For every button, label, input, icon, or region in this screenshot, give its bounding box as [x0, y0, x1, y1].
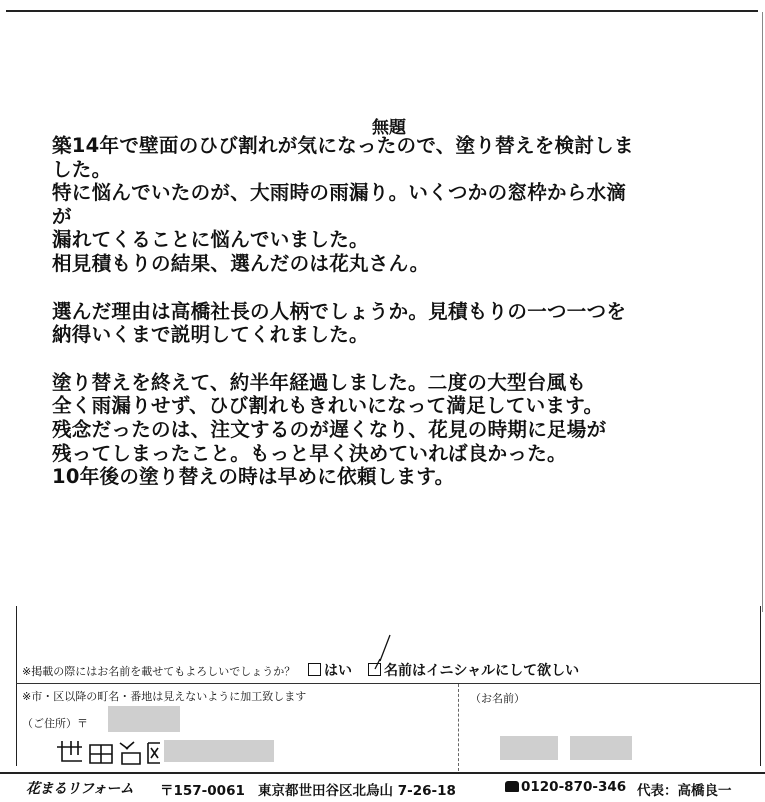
right-edge-rule — [762, 12, 763, 612]
phone-text: 0120-870-346 — [521, 779, 627, 795]
name-label: （お名前） — [470, 692, 525, 705]
text-line: した。 — [52, 157, 112, 181]
option-initials-label: 名前はイニシャルにして欲しい — [384, 663, 580, 679]
brand-logo: 花まるリフォーム — [26, 781, 134, 797]
representative: 代表：高橋良一 — [637, 783, 732, 799]
paragraph-1 — [52, 134, 742, 276]
option-initials[interactable] — [368, 660, 579, 680]
address-note: ※市・区以降の町名・番地は見えないように加工致します — [22, 690, 307, 703]
address-label: （ご住所）〒 — [22, 717, 88, 730]
redacted-address — [164, 740, 274, 762]
phone-icon — [505, 781, 519, 792]
redacted-postal — [108, 706, 180, 732]
form-divider — [16, 683, 761, 684]
testimonial-body — [52, 134, 742, 489]
document-title: 無題 — [372, 118, 406, 138]
form-right-border — [760, 606, 761, 766]
phone-number — [505, 779, 626, 795]
text-line: 築14年で壁面のひび割れが気になったので、塗り替えを検討しま — [52, 134, 634, 157]
top-rule — [6, 10, 758, 12]
form-column-divider — [458, 684, 459, 771]
company-address: 東京都世田谷区北烏山 7-26-18 — [258, 783, 456, 799]
text-line: 納得いくまで説明してくれました。 — [52, 323, 369, 347]
postal-code: 〒157-0061 — [160, 783, 245, 799]
text-line: 特に悩んでいたのが、大雨時の雨漏り。いくつかの窓枠から水滴 — [52, 181, 627, 205]
text-line: 塗り替えを終えて、約半年経過しました。二度の大型台風も — [52, 370, 587, 394]
text-line: 残ってしまったこと。もっと早く決めていれば良かった。 — [52, 441, 567, 465]
text-line: 10年後の塗り替えの時は早めに依頼します。 — [52, 465, 455, 489]
text-line: 漏れてくることに悩んでいました。 — [52, 228, 369, 252]
handwritten-check-icon — [373, 633, 393, 673]
option-yes[interactable] — [308, 660, 352, 680]
paragraph-2 — [52, 300, 742, 347]
text-line: 相見積もりの結果、選んだのは花丸さん。 — [52, 251, 430, 275]
text-line: 選んだ理由は高橋社長の人柄でしょうか。見積もりの一つ一つを — [52, 299, 627, 323]
paragraph-3 — [52, 371, 742, 489]
checkbox-yes[interactable] — [308, 663, 321, 676]
form-left-border — [16, 606, 17, 766]
consent-question: ※掲載の際にはお名前を載せてもよろしいでしょうか？ — [22, 665, 296, 678]
text-line: が — [52, 204, 72, 228]
option-yes-label: はい — [324, 663, 352, 679]
redacted-surname — [500, 736, 558, 760]
text-line: 全く雨漏りせず、ひび割れもきれいになって満足しています。 — [52, 394, 604, 418]
redacted-given-name — [570, 736, 632, 760]
handwritten-ward-name — [54, 737, 162, 767]
text-line: 残念だったのは、注文するのが遅くなり、花見の時期に足場が — [52, 417, 607, 441]
